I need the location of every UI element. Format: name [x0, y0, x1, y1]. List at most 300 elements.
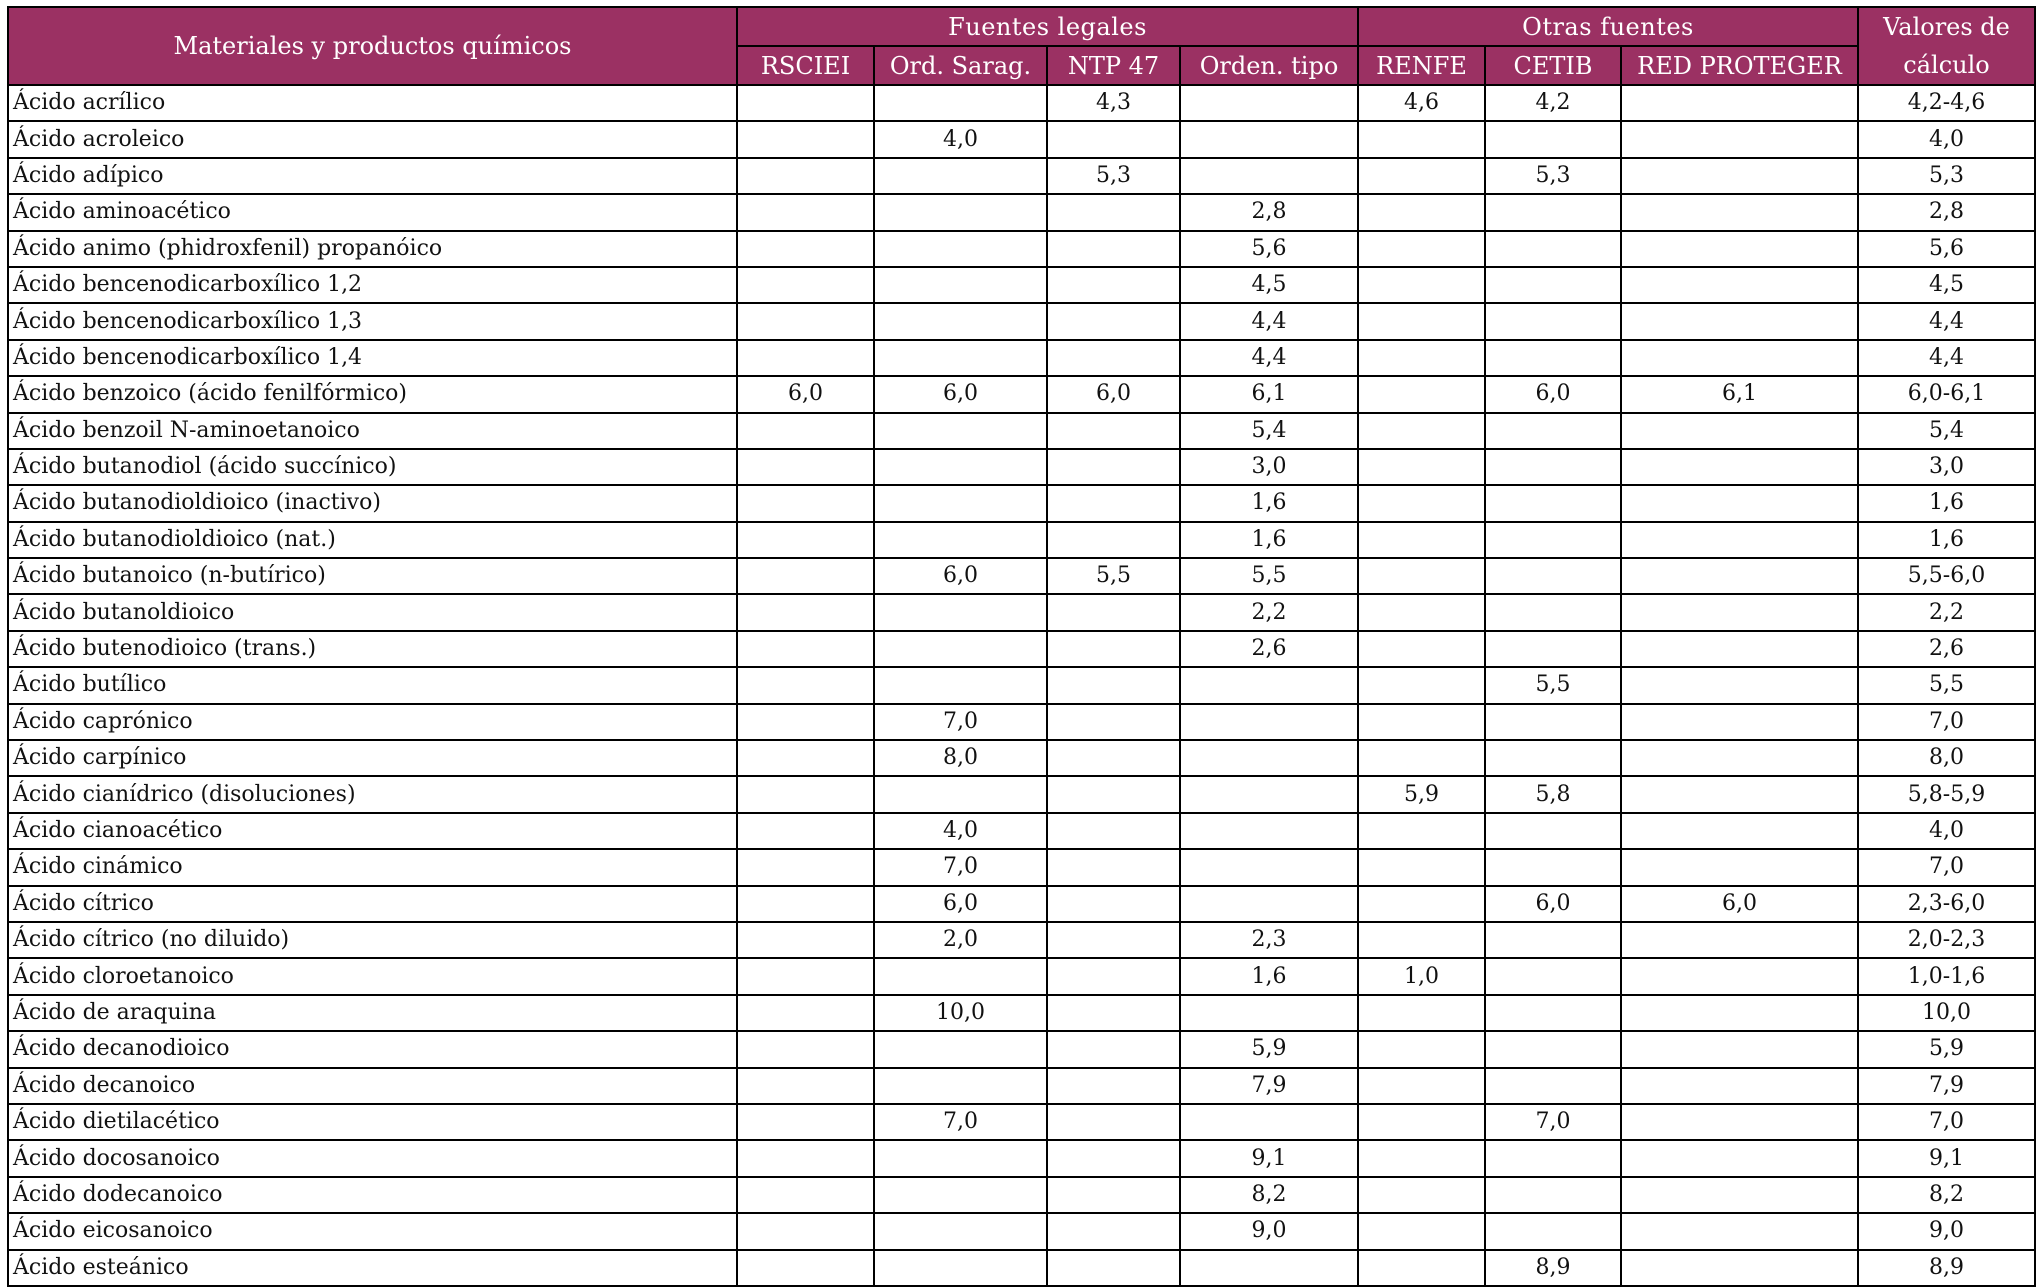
value-cell-orden-tipo: 5,5: [1180, 558, 1358, 594]
value-cell-cetib: 8,9: [1485, 1250, 1621, 1286]
calc-value-cell: 1,6: [1858, 522, 2035, 558]
value-cell-renfe: [1358, 1068, 1485, 1104]
value-cell-cetib: [1485, 194, 1621, 230]
value-cell-renfe: 1,0: [1358, 958, 1485, 994]
value-cell-cetib: [1485, 704, 1621, 740]
value-cell-orden-tipo: [1180, 1250, 1358, 1286]
value-cell-ntp47: [1047, 958, 1180, 994]
value-cell-orden-tipo: 1,6: [1180, 485, 1358, 521]
value-cell-ord-sarag: 7,0: [874, 1104, 1047, 1140]
value-cell-ntp47: [1047, 1068, 1180, 1104]
value-cell-red-proteger: [1621, 704, 1858, 740]
value-cell-ord-sarag: [874, 1031, 1047, 1067]
value-cell-rsciei: [737, 485, 874, 521]
value-cell-renfe: [1358, 594, 1485, 630]
value-cell-ntp47: [1047, 776, 1180, 812]
material-name-cell: Ácido cítrico (no diluido): [8, 922, 737, 958]
col-header-ord-sarag: Ord. Sarag.: [874, 46, 1047, 85]
table-body: [8, 85, 2035, 1286]
value-cell-renfe: [1358, 267, 1485, 303]
calc-value-cell: 5,5-6,0: [1858, 558, 2035, 594]
material-name-cell: Ácido cloroetanoico: [8, 958, 737, 994]
value-cell-red-proteger: [1621, 303, 1858, 339]
value-cell-renfe: [1358, 121, 1485, 157]
value-cell-ord-sarag: [874, 667, 1047, 703]
value-cell-cetib: 5,8: [1485, 776, 1621, 812]
value-cell-orden-tipo: [1180, 776, 1358, 812]
value-cell-cetib: [1485, 267, 1621, 303]
value-cell-orden-tipo: 4,4: [1180, 303, 1358, 339]
value-cell-red-proteger: [1621, 667, 1858, 703]
value-cell-rsciei: [737, 121, 874, 157]
value-cell-orden-tipo: [1180, 704, 1358, 740]
material-name-cell: Ácido cinámico: [8, 849, 737, 885]
material-name-cell: Ácido butanodioldioico (inactivo): [8, 485, 737, 521]
value-cell-rsciei: [737, 886, 874, 922]
value-cell-cetib: 4,2: [1485, 85, 1621, 121]
table-row: [8, 522, 2035, 558]
value-cell-orden-tipo: [1180, 121, 1358, 157]
table-row: [8, 449, 2035, 485]
material-name-cell: Ácido butanodioldioico (nat.): [8, 522, 737, 558]
value-cell-rsciei: [737, 303, 874, 339]
value-cell-red-proteger: 6,1: [1621, 376, 1858, 412]
material-name-cell: Ácido butanodiol (ácido succínico): [8, 449, 737, 485]
value-cell-red-proteger: [1621, 194, 1858, 230]
table-row: [8, 1177, 2035, 1213]
table-row: [8, 631, 2035, 667]
value-cell-renfe: [1358, 1031, 1485, 1067]
value-cell-ntp47: 5,5: [1047, 558, 1180, 594]
value-cell-cetib: [1485, 958, 1621, 994]
table-row: [8, 958, 2035, 994]
value-cell-renfe: 4,6: [1358, 85, 1485, 121]
value-cell-orden-tipo: 9,0: [1180, 1213, 1358, 1249]
value-cell-ntp47: [1047, 340, 1180, 376]
value-cell-cetib: [1485, 922, 1621, 958]
value-cell-rsciei: [737, 922, 874, 958]
material-name-cell: Ácido cianídrico (disoluciones): [8, 776, 737, 812]
calc-value-cell: 9,0: [1858, 1213, 2035, 1249]
value-cell-renfe: [1358, 1177, 1485, 1213]
value-cell-ord-sarag: [874, 958, 1047, 994]
value-cell-orden-tipo: 2,6: [1180, 631, 1358, 667]
value-cell-rsciei: [737, 1213, 874, 1249]
value-cell-cetib: [1485, 231, 1621, 267]
material-name-cell: Ácido benzoico (ácido fenilfórmico): [8, 376, 737, 412]
value-cell-red-proteger: [1621, 158, 1858, 194]
value-cell-red-proteger: [1621, 1213, 1858, 1249]
value-cell-red-proteger: [1621, 922, 1858, 958]
table-row: [8, 340, 2035, 376]
value-cell-orden-tipo: [1180, 849, 1358, 885]
value-cell-renfe: [1358, 995, 1485, 1031]
calc-value-cell: 7,0: [1858, 849, 2035, 885]
value-cell-ntp47: [1047, 485, 1180, 521]
value-cell-orden-tipo: [1180, 740, 1358, 776]
table-row: [8, 485, 2035, 521]
table-row: [8, 85, 2035, 121]
calc-value-cell: 2,8: [1858, 194, 2035, 230]
value-cell-red-proteger: [1621, 267, 1858, 303]
value-cell-ord-sarag: [874, 85, 1047, 121]
value-cell-orden-tipo: 5,9: [1180, 1031, 1358, 1067]
value-cell-ntp47: [1047, 849, 1180, 885]
material-name-cell: Ácido animo (phidroxfenil) propanóico: [8, 231, 737, 267]
value-cell-renfe: [1358, 231, 1485, 267]
calc-value-cell: 2,0-2,3: [1858, 922, 2035, 958]
calc-value-cell: 2,3-6,0: [1858, 886, 2035, 922]
value-cell-renfe: [1358, 740, 1485, 776]
calc-value-cell: 6,0-6,1: [1858, 376, 2035, 412]
value-cell-rsciei: 6,0: [737, 376, 874, 412]
table-row: [8, 231, 2035, 267]
value-cell-rsciei: [737, 1068, 874, 1104]
value-cell-orden-tipo: 3,0: [1180, 449, 1358, 485]
value-cell-orden-tipo: [1180, 1104, 1358, 1140]
value-cell-rsciei: [737, 1177, 874, 1213]
value-cell-orden-tipo: 9,1: [1180, 1140, 1358, 1176]
value-cell-red-proteger: [1621, 594, 1858, 630]
value-cell-rsciei: [737, 1104, 874, 1140]
value-cell-ord-sarag: 7,0: [874, 849, 1047, 885]
value-cell-ord-sarag: [874, 413, 1047, 449]
value-cell-renfe: [1358, 922, 1485, 958]
col-header-red-proteger: RED PROTEGER: [1621, 46, 1858, 85]
calc-value-cell: 7,0: [1858, 704, 2035, 740]
value-cell-cetib: [1485, 558, 1621, 594]
value-cell-ntp47: [1047, 121, 1180, 157]
calc-value-cell: 4,2-4,6: [1858, 85, 2035, 121]
value-cell-ord-sarag: [874, 1177, 1047, 1213]
value-cell-renfe: [1358, 340, 1485, 376]
value-cell-cetib: 5,5: [1485, 667, 1621, 703]
value-cell-red-proteger: [1621, 1068, 1858, 1104]
value-cell-cetib: [1485, 995, 1621, 1031]
calc-value-cell: 4,0: [1858, 121, 2035, 157]
value-cell-renfe: [1358, 558, 1485, 594]
table-container: [7, 6, 2036, 1287]
value-cell-red-proteger: [1621, 849, 1858, 885]
value-cell-red-proteger: [1621, 813, 1858, 849]
value-cell-rsciei: [737, 740, 874, 776]
value-cell-ord-sarag: [874, 1140, 1047, 1176]
calc-value-cell: 8,0: [1858, 740, 2035, 776]
table-row: [8, 886, 2035, 922]
value-cell-ord-sarag: [874, 1068, 1047, 1104]
value-cell-red-proteger: [1621, 522, 1858, 558]
table-row: [8, 1250, 2035, 1286]
value-cell-rsciei: [737, 449, 874, 485]
value-cell-renfe: [1358, 667, 1485, 703]
value-cell-rsciei: [737, 813, 874, 849]
value-cell-ord-sarag: [874, 449, 1047, 485]
value-cell-rsciei: [737, 704, 874, 740]
value-cell-rsciei: [737, 267, 874, 303]
value-cell-renfe: 5,9: [1358, 776, 1485, 812]
table-row: [8, 594, 2035, 630]
calc-value-cell: 4,4: [1858, 340, 2035, 376]
material-name-cell: Ácido caprónico: [8, 704, 737, 740]
value-cell-renfe: [1358, 1250, 1485, 1286]
table-row: [8, 667, 2035, 703]
value-cell-rsciei: [737, 776, 874, 812]
calc-value-cell: 4,0: [1858, 813, 2035, 849]
value-cell-renfe: [1358, 449, 1485, 485]
value-cell-cetib: [1485, 1068, 1621, 1104]
value-cell-orden-tipo: 2,2: [1180, 594, 1358, 630]
material-name-cell: Ácido butílico: [8, 667, 737, 703]
value-cell-cetib: 6,0: [1485, 886, 1621, 922]
table-row: [8, 995, 2035, 1031]
value-cell-rsciei: [737, 594, 874, 630]
value-cell-ntp47: [1047, 413, 1180, 449]
col-header-rsciei: RSCIEI: [737, 46, 874, 85]
table-row: [8, 376, 2035, 412]
value-cell-cetib: [1485, 631, 1621, 667]
value-cell-ord-sarag: [874, 594, 1047, 630]
value-cell-orden-tipo: [1180, 813, 1358, 849]
value-cell-ord-sarag: [874, 522, 1047, 558]
material-name-cell: Ácido bencenodicarboxílico 1,2: [8, 267, 737, 303]
legal-sources-group-header: Fuentes legales: [737, 7, 1358, 46]
calc-value-cell: 1,0-1,6: [1858, 958, 2035, 994]
material-name-cell: Ácido acrílico: [8, 85, 737, 121]
col-header-ntp47: NTP 47: [1047, 46, 1180, 85]
table-row: [8, 558, 2035, 594]
material-name-cell: Ácido acroleico: [8, 121, 737, 157]
material-name-cell: Ácido eicosanoico: [8, 1213, 737, 1249]
value-cell-rsciei: [737, 194, 874, 230]
value-cell-renfe: [1358, 1104, 1485, 1140]
value-cell-ntp47: [1047, 303, 1180, 339]
value-cell-orden-tipo: [1180, 667, 1358, 703]
value-cell-orden-tipo: 2,3: [1180, 922, 1358, 958]
value-cell-ntp47: [1047, 995, 1180, 1031]
value-cell-ntp47: [1047, 522, 1180, 558]
value-cell-renfe: [1358, 376, 1485, 412]
value-cell-orden-tipo: 1,6: [1180, 522, 1358, 558]
value-cell-ntp47: [1047, 1140, 1180, 1176]
calc-value-cell: 7,9: [1858, 1068, 2035, 1104]
value-cell-orden-tipo: 7,9: [1180, 1068, 1358, 1104]
material-name-cell: Ácido esteánico: [8, 1250, 737, 1286]
table-row: [8, 922, 2035, 958]
value-cell-cetib: [1485, 1177, 1621, 1213]
value-cell-cetib: 7,0: [1485, 1104, 1621, 1140]
calc-value-cell: 5,6: [1858, 231, 2035, 267]
material-name-cell: Ácido docosanoico: [8, 1140, 737, 1176]
value-cell-ntp47: 4,3: [1047, 85, 1180, 121]
value-cell-orden-tipo: 6,1: [1180, 376, 1358, 412]
value-cell-cetib: [1485, 485, 1621, 521]
value-cell-ntp47: [1047, 631, 1180, 667]
table-row: [8, 121, 2035, 157]
value-cell-rsciei: [737, 849, 874, 885]
value-cell-red-proteger: [1621, 631, 1858, 667]
value-cell-ntp47: [1047, 1177, 1180, 1213]
table-row: [8, 413, 2035, 449]
value-cell-cetib: [1485, 1140, 1621, 1176]
value-cell-rsciei: [737, 995, 874, 1031]
col-header-renfe: RENFE: [1358, 46, 1485, 85]
material-name-cell: Ácido decanoico: [8, 1068, 737, 1104]
value-cell-cetib: [1485, 1031, 1621, 1067]
calc-value-cell: 7,0: [1858, 1104, 2035, 1140]
table-row: [8, 776, 2035, 812]
calc-value-cell: 9,1: [1858, 1140, 2035, 1176]
value-cell-renfe: [1358, 631, 1485, 667]
calc-value-cell: 5,3: [1858, 158, 2035, 194]
value-cell-renfe: [1358, 704, 1485, 740]
value-cell-cetib: [1485, 594, 1621, 630]
value-cell-ord-sarag: [874, 231, 1047, 267]
value-cell-renfe: [1358, 303, 1485, 339]
value-cell-ntp47: [1047, 886, 1180, 922]
col-header-cetib: CETIB: [1485, 46, 1621, 85]
value-cell-ntp47: [1047, 1213, 1180, 1249]
value-cell-ord-sarag: [874, 194, 1047, 230]
value-cell-orden-tipo: 4,4: [1180, 340, 1358, 376]
value-cell-cetib: [1485, 849, 1621, 885]
value-cell-red-proteger: [1621, 485, 1858, 521]
value-cell-ntp47: [1047, 594, 1180, 630]
value-cell-rsciei: [737, 1250, 874, 1286]
value-cell-red-proteger: [1621, 776, 1858, 812]
value-cell-cetib: [1485, 1213, 1621, 1249]
value-cell-orden-tipo: [1180, 995, 1358, 1031]
value-cell-rsciei: [737, 340, 874, 376]
value-cell-ord-sarag: [874, 303, 1047, 339]
table-header: [8, 7, 2035, 85]
table-row: [8, 849, 2035, 885]
value-cell-renfe: [1358, 194, 1485, 230]
material-name-cell: Ácido aminoacético: [8, 194, 737, 230]
value-cell-renfe: [1358, 522, 1485, 558]
table-row: [8, 158, 2035, 194]
value-cell-ntp47: [1047, 922, 1180, 958]
value-cell-ord-sarag: 4,0: [874, 813, 1047, 849]
table-row: [8, 303, 2035, 339]
calc-value-cell: 8,9: [1858, 1250, 2035, 1286]
calc-value-cell: 8,2: [1858, 1177, 2035, 1213]
value-cell-ord-sarag: [874, 631, 1047, 667]
table-row: [8, 1140, 2035, 1176]
value-cell-ord-sarag: [874, 776, 1047, 812]
calc-value-cell: 4,5: [1858, 267, 2035, 303]
material-name-cell: Ácido de araquina: [8, 995, 737, 1031]
value-cell-orden-tipo: 4,5: [1180, 267, 1358, 303]
calc-value-cell: 3,0: [1858, 449, 2035, 485]
value-cell-orden-tipo: [1180, 886, 1358, 922]
value-cell-ord-sarag: [874, 267, 1047, 303]
value-cell-red-proteger: [1621, 1140, 1858, 1176]
value-cell-rsciei: [737, 558, 874, 594]
value-cell-rsciei: [737, 667, 874, 703]
value-cell-ntp47: 6,0: [1047, 376, 1180, 412]
value-cell-rsciei: [737, 631, 874, 667]
value-cell-orden-tipo: 2,8: [1180, 194, 1358, 230]
value-cell-ntp47: [1047, 704, 1180, 740]
value-cell-renfe: [1358, 849, 1485, 885]
value-cell-ord-sarag: [874, 1250, 1047, 1286]
value-cell-red-proteger: [1621, 995, 1858, 1031]
value-cell-ntp47: [1047, 667, 1180, 703]
calc-value-cell: 2,2: [1858, 594, 2035, 630]
calc-value-cell: 1,6: [1858, 485, 2035, 521]
material-name-cell: Ácido cítrico: [8, 886, 737, 922]
value-cell-rsciei: [737, 85, 874, 121]
calc-value-cell: 5,9: [1858, 1031, 2035, 1067]
value-cell-red-proteger: [1621, 449, 1858, 485]
chemical-values-table: [7, 6, 2036, 1287]
materials-column-header: Materiales y productos químicos: [8, 7, 737, 85]
value-cell-ord-sarag: 6,0: [874, 558, 1047, 594]
calc-header-line-1: Valores de: [1883, 13, 2010, 41]
table-row: [8, 194, 2035, 230]
material-name-cell: Ácido butenodioico (trans.): [8, 631, 737, 667]
value-cell-renfe: [1358, 1140, 1485, 1176]
table-row: [8, 267, 2035, 303]
calc-value-cell: 5,5: [1858, 667, 2035, 703]
material-name-cell: Ácido butanoico (n-butírico): [8, 558, 737, 594]
value-cell-cetib: [1485, 340, 1621, 376]
calc-value-cell: 4,4: [1858, 303, 2035, 339]
other-sources-group-header: Otras fuentes: [1358, 7, 1858, 46]
value-cell-red-proteger: [1621, 85, 1858, 121]
table-row: [8, 1031, 2035, 1067]
value-cell-ord-sarag: [874, 485, 1047, 521]
value-cell-ntp47: [1047, 1104, 1180, 1140]
material-name-cell: Ácido adípico: [8, 158, 737, 194]
value-cell-ord-sarag: 10,0: [874, 995, 1047, 1031]
value-cell-cetib: [1485, 121, 1621, 157]
value-cell-red-proteger: [1621, 231, 1858, 267]
table-row: [8, 740, 2035, 776]
value-cell-red-proteger: [1621, 121, 1858, 157]
value-cell-renfe: [1358, 813, 1485, 849]
value-cell-orden-tipo: 5,4: [1180, 413, 1358, 449]
value-cell-ord-sarag: 8,0: [874, 740, 1047, 776]
value-cell-orden-tipo: [1180, 158, 1358, 194]
value-cell-rsciei: [737, 1031, 874, 1067]
value-cell-ntp47: [1047, 267, 1180, 303]
value-cell-ord-sarag: [874, 340, 1047, 376]
material-name-cell: Ácido butanoldioico: [8, 594, 737, 630]
value-cell-renfe: [1358, 158, 1485, 194]
material-name-cell: Ácido bencenodicarboxílico 1,3: [8, 303, 737, 339]
value-cell-cetib: [1485, 303, 1621, 339]
value-cell-red-proteger: [1621, 340, 1858, 376]
value-cell-ntp47: [1047, 1250, 1180, 1286]
value-cell-ntp47: [1047, 1031, 1180, 1067]
value-cell-renfe: [1358, 485, 1485, 521]
value-cell-orden-tipo: 5,6: [1180, 231, 1358, 267]
material-name-cell: Ácido dodecanoico: [8, 1177, 737, 1213]
material-name-cell: Ácido cianoacético: [8, 813, 737, 849]
value-cell-ntp47: 5,3: [1047, 158, 1180, 194]
col-header-orden-tipo: Orden. tipo: [1180, 46, 1358, 85]
value-cell-red-proteger: [1621, 958, 1858, 994]
value-cell-ord-sarag: [874, 1213, 1047, 1249]
value-cell-orden-tipo: 1,6: [1180, 958, 1358, 994]
value-cell-rsciei: [737, 413, 874, 449]
value-cell-renfe: [1358, 413, 1485, 449]
value-cell-cetib: [1485, 740, 1621, 776]
calc-value-cell: 2,6: [1858, 631, 2035, 667]
calc-value-cell: 10,0: [1858, 995, 2035, 1031]
value-cell-cetib: [1485, 413, 1621, 449]
